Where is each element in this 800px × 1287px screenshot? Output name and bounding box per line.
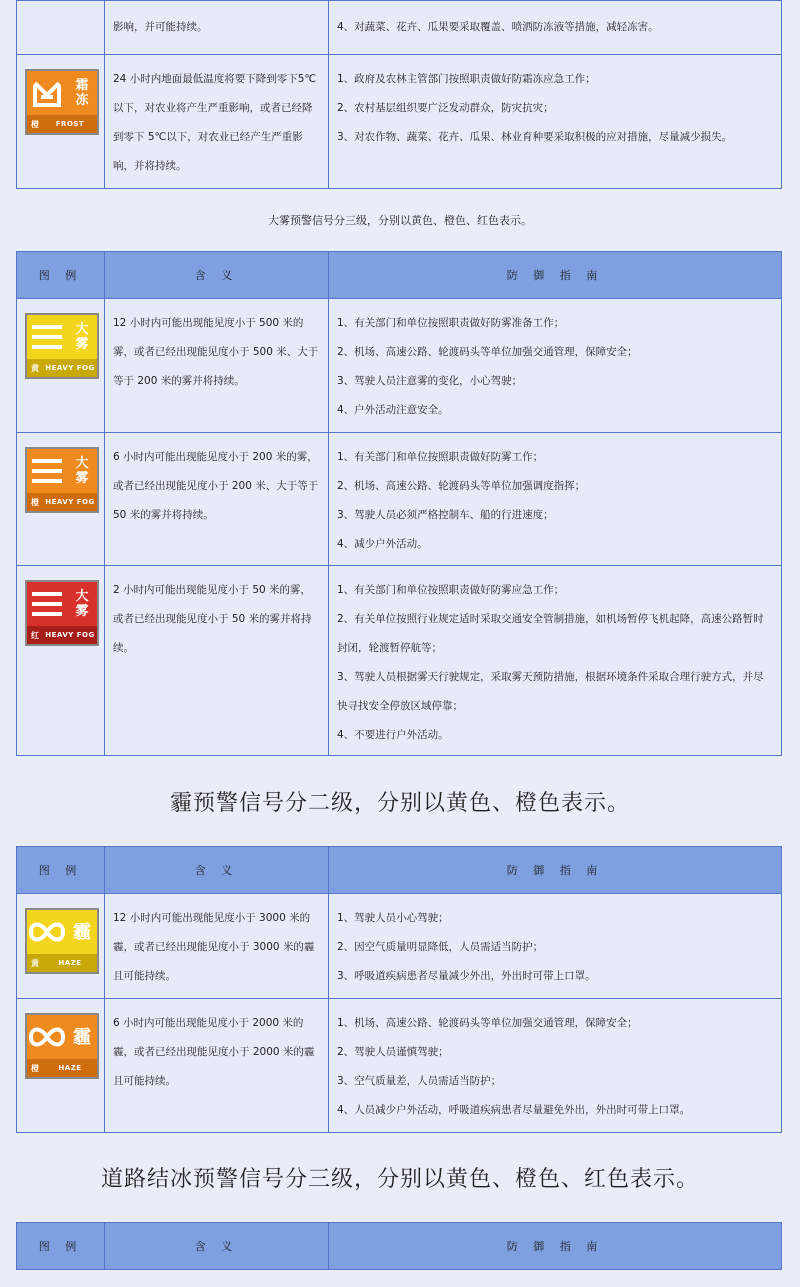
guide-item: 2、有关单位按照行业规定适时采取交通安全管制措施，如机场暂停飞机起降，高速公路暂时封闭，轮渡暂停航等； [337, 613, 764, 654]
badge-level: 橙 [31, 119, 39, 129]
header-legend: 图 例 [17, 252, 105, 299]
guide-item: 1、政府及农林主管部门按照职责做好防霜冻应急工作； [337, 73, 596, 85]
fog-caption: 大雾预警信号分三级，分别以黄色、橙色、红色表示。 [268, 214, 532, 227]
haze-orange-signal-icon [25, 1013, 99, 1079]
table-row [17, 1, 782, 55]
badge-level: 黄 [31, 958, 39, 968]
table-row [17, 433, 782, 566]
badge-label: 大 [75, 322, 89, 337]
badge-label: 雾 [75, 337, 89, 352]
haze-yellow-desc: 12 小时内可能出现能见度小于 3000 米的霾，或者已经出现能见度小于 3000 米的霾且可能持续。 [105, 894, 329, 999]
frost-cont-guide: 4、对蔬菜、花卉、瓜果要采取覆盖、喷洒防冻液等措施，减轻冻害。 [329, 1, 782, 55]
haze-orange-desc: 6 小时内可能出现能见度小于 2000 米的霾，或者已经出现能见度小于 2000 米的霾且可能持续。 [105, 999, 329, 1133]
header-meaning: 含 义 [105, 847, 329, 894]
header-legend: 图 例 [17, 847, 105, 894]
header-meaning: 含 义 [105, 252, 329, 299]
fog-lines-icon [27, 449, 67, 493]
guide-item: 2、农村基层组织要广泛发动群众，防灾抗灾； [337, 102, 554, 114]
frost-orange-signal-icon [25, 69, 99, 135]
badge-level: 红 [31, 630, 39, 640]
guide-item: 3、驾驶人员必须严格控制车、船的行进速度； [337, 509, 554, 521]
guide-item: 4、不要进行户外活动。 [337, 729, 449, 741]
badge-level: 黄 [31, 363, 39, 373]
haze-yellow-signal-icon [25, 908, 99, 974]
guide-item: 3、对农作物、蔬菜、花卉、瓜果、林业育种要采取积极的应对措施，尽量减少损失。 [337, 131, 733, 143]
infinity-icon [27, 910, 67, 954]
badge-label: 霜 [75, 78, 89, 93]
badge-en: HEAVY FOG [45, 363, 95, 372]
badge-level: 橙 [31, 1063, 39, 1073]
badge-label: 冻 [75, 93, 89, 108]
fog-lines-icon [27, 582, 67, 626]
badge-en: HEAVY FOG [45, 497, 95, 506]
frost-cont-desc: 影响，并可能持续。 [105, 1, 329, 55]
guide-item: 1、驾驶人员小心驾驶； [337, 912, 449, 924]
fog-orange-desc: 6 小时内可能出现能见度小于 200 米的雾，或者已经出现能见度小于 200 米、大于等于 50 米的雾并将持续。 [105, 433, 329, 566]
table-row [17, 299, 782, 433]
guide-item: 2、驾驶人员谨慎驾驶； [337, 1046, 449, 1058]
table-row [17, 55, 782, 189]
table-header-row [17, 1223, 782, 1270]
ice-table [16, 1222, 782, 1270]
header-legend: 图 例 [17, 1223, 105, 1270]
guide-item: 3、驾驶人员注意雾的变化，小心驾驶； [337, 375, 523, 387]
header-guide: 防 御 指 南 [329, 1223, 782, 1270]
guide-item: 1、有关部门和单位按照职责做好防雾准备工作； [337, 317, 565, 329]
badge-label: 雾 [75, 604, 89, 619]
frost-symbol-icon [27, 71, 67, 115]
header-guide: 防 御 指 南 [329, 847, 782, 894]
infinity-icon [27, 1015, 67, 1059]
guide-item: 4、减少户外活动。 [337, 538, 428, 550]
fog-orange-signal-icon [25, 447, 99, 513]
badge-en: HEAVY FOG [45, 630, 95, 639]
table-row [17, 999, 782, 1133]
badge-label: 大 [75, 456, 89, 471]
guide-item: 1、有关部门和单位按照职责做好防雾应急工作； [337, 584, 565, 596]
guide-item: 1、有关部门和单位按照职责做好防雾工作； [337, 451, 544, 463]
fog-table [16, 251, 782, 756]
guide-item: 3、空气质量差，人员需适当防护； [337, 1075, 502, 1087]
guide-item: 3、呼吸道疾病患者尽量减少外出，外出时可带上口罩。 [337, 970, 596, 982]
ice-caption: 道路结冰预警信号分三级，分别以黄色、橙色、红色表示。 [100, 1167, 699, 1192]
guide-item: 4、人员减少户外活动，呼吸道疾病患者尽量避免外出，外出时可带上口罩。 [337, 1104, 691, 1116]
fog-red-desc: 2 小时内可能出现能见度小于 50 米的雾，或者已经出现能见度小于 50 米的雾并将持续。 [105, 566, 329, 756]
guide-item: 2、机场、高速公路、轮渡码头等单位加强调度指挥； [337, 480, 586, 492]
fog-yellow-signal-icon [25, 313, 99, 379]
badge-en: HAZE [58, 1063, 82, 1072]
guide-item: 4、户外活动注意安全。 [337, 404, 449, 416]
fog-lines-icon [27, 315, 67, 359]
frost-orange-desc: 24 小时内地面最低温度将要下降到零下5℃以下，对农业将产生严重影响，或者已经降到零下 5℃以下，对农业已经产生严重影响，并将持续。 [105, 55, 329, 189]
haze-table [16, 846, 782, 1133]
badge-label: 大 [75, 589, 89, 604]
badge-label: 霾 [73, 921, 91, 943]
badge-en: HAZE [58, 958, 82, 967]
guide-item: 1、机场、高速公路、轮渡码头等单位加强交通管理，保障安全； [337, 1017, 638, 1029]
table-header-row [17, 252, 782, 299]
header-guide: 防 御 指 南 [329, 252, 782, 299]
guide-item: 3、驾驶人员根据雾天行驶规定，采取雾天预防措施，根据环境条件采取合理行驶方式，并尽快寻找安全停放区域停靠； [337, 671, 764, 712]
guide-item: 2、机场、高速公路、轮渡码头等单位加强交通管理，保障安全； [337, 346, 638, 358]
table-row [17, 566, 782, 756]
header-meaning: 含 义 [105, 1223, 329, 1270]
badge-level: 橙 [31, 497, 39, 507]
badge-label: 霾 [73, 1026, 91, 1048]
table-row [17, 894, 782, 999]
fog-red-signal-icon [25, 580, 99, 646]
badge-label: 雾 [75, 471, 89, 486]
table-header-row [17, 847, 782, 894]
fog-yellow-desc: 12 小时内可能出现能见度小于 500 米的雾，或者已经出现能见度小于 500 米、大于等于 200 米的雾并将持续。 [105, 299, 329, 433]
badge-en: FROST [55, 119, 85, 128]
frost-table [16, 0, 782, 189]
guide-item: 2、因空气质量明显降低，人员需适当防护； [337, 941, 544, 953]
haze-caption: 霾预警信号分二级，分别以黄色、橙色表示。 [169, 791, 630, 816]
